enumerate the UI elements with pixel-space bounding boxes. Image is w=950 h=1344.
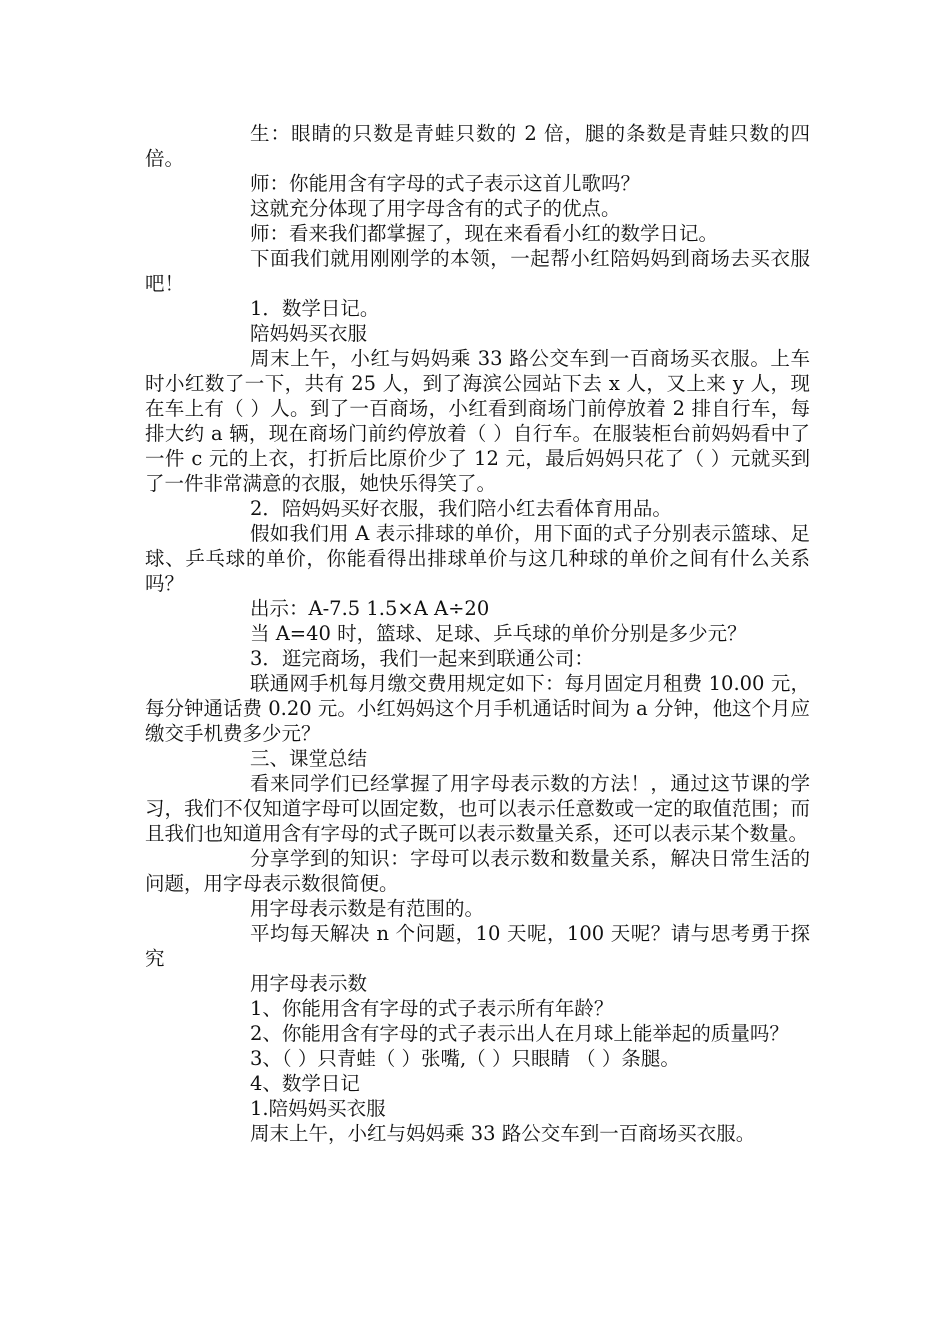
paragraph-teacher-question: 师：你能用含有字母的式子表示这首儿歌吗？ xyxy=(250,172,641,195)
heading-unicom: 3．逛完商场，我们一起来到联通公司： xyxy=(250,647,594,670)
heading-sports-goods: 2．陪妈妈买好衣服，我们陪小红去看体育用品。 xyxy=(250,497,672,520)
paragraph-shopping-intro: 下面我们就用刚刚学的本领，一起帮小红陪妈妈到商场去买衣服吧！ xyxy=(145,247,810,295)
paragraph-daily-problems: 平均每天解决 n 个问题，10 天呢，100 天呢？请与思考勇于探究 xyxy=(145,922,810,970)
exercise-item-3: 3、（ ）只青蛙（ ）张嘴,（ ）只眼睛 （ ）条腿。 xyxy=(250,1047,680,1070)
paragraph-phone-fee: 联通网手机每月缴交费用规定如下：每月固定月租费 10.00 元，每分钟通话费 0.20 元。小红妈妈这个月手机通话时间为 a 分钟，他这个月应缴交手机费多少元？ xyxy=(145,672,810,745)
paragraph-expressions: 出示：A-7.5 1.5×A A÷20 xyxy=(250,597,490,620)
exercise-subheading: 1.陪妈妈买衣服 xyxy=(250,1097,386,1120)
heading-buy-clothes: 陪妈妈买衣服 xyxy=(250,322,368,345)
paragraph-range: 用字母表示数是有范围的。 xyxy=(250,897,485,920)
paragraph-student-answer: 生：眼睛的只数是青蛙只数的 2 倍，腿的条数是青蛙只数的四倍。 xyxy=(145,122,810,170)
exercise-item-2: 2、你能用含有字母的式子表示出人在月球上能举起的质量吗？ xyxy=(250,1022,789,1045)
paragraph-diary-repeat: 周末上午，小红与妈妈乘 33 路公交车到一百商场买衣服。 xyxy=(250,1122,756,1145)
heading-letters-numbers: 用字母表示数 xyxy=(250,972,368,995)
document-body xyxy=(145,121,810,1146)
paragraph-summary: 看来同学们已经掌握了用字母表示数的方法！，通过这节课的学习，我们不仅知道字母可以固定数，也可以表示任意数或一定的取值范围；而且我们也知道用含有字母的式子既可以表示数量关系，还可以表示某个数量。 xyxy=(145,772,810,845)
heading-math-diary: 1．数学日记。 xyxy=(250,297,380,320)
paragraph-teacher-diary: 师：看来我们都掌握了，现在来看看小红的数学日记。 xyxy=(250,222,719,245)
paragraph-advantage: 这就充分体现了用字母含有的式子的优点。 xyxy=(250,197,621,220)
exercise-item-1: 1、你能用含有字母的式子表示所有年龄？ xyxy=(250,997,614,1020)
paragraph-ball-prices: 假如我们用 A 表示排球的单价，用下面的式子分别表示篮球、足球、乒乓球的单价，你能看得出排球单价与这几种球的单价之间有什么关系吗？ xyxy=(145,522,810,595)
paragraph-diary-story: 周末上午，小红与妈妈乘 33 路公交车到一百商场买衣服。上车时小红数了一下，共有 25 人，到了海滨公园站下去 x 人，又上来 y 人，现在车上有（ ）人。到了一百商场，小红看到商场门前停放着 2 排自行车，每排大约 a 辆，现在商场门前约停放着（ ）自行车。在服装柜台前妈妈看中了一件 c 元的上衣，打折后比原价少了 12 元，最后妈妈只花了（ ）元就买到了一件非常满意的衣服，她快乐得笑了。 xyxy=(145,347,810,495)
paragraph-price-question: 当 A=40 时，篮球、足球、乒乓球的单价分别是多少元？ xyxy=(250,622,747,645)
exercise-item-4: 4、数学日记 xyxy=(250,1072,360,1095)
paragraph-share-knowledge: 分享学到的知识：字母可以表示数和数量关系，解决日常生活的问题，用字母表示数很简便。 xyxy=(145,847,810,895)
heading-summary: 三、课堂总结 xyxy=(250,747,368,770)
